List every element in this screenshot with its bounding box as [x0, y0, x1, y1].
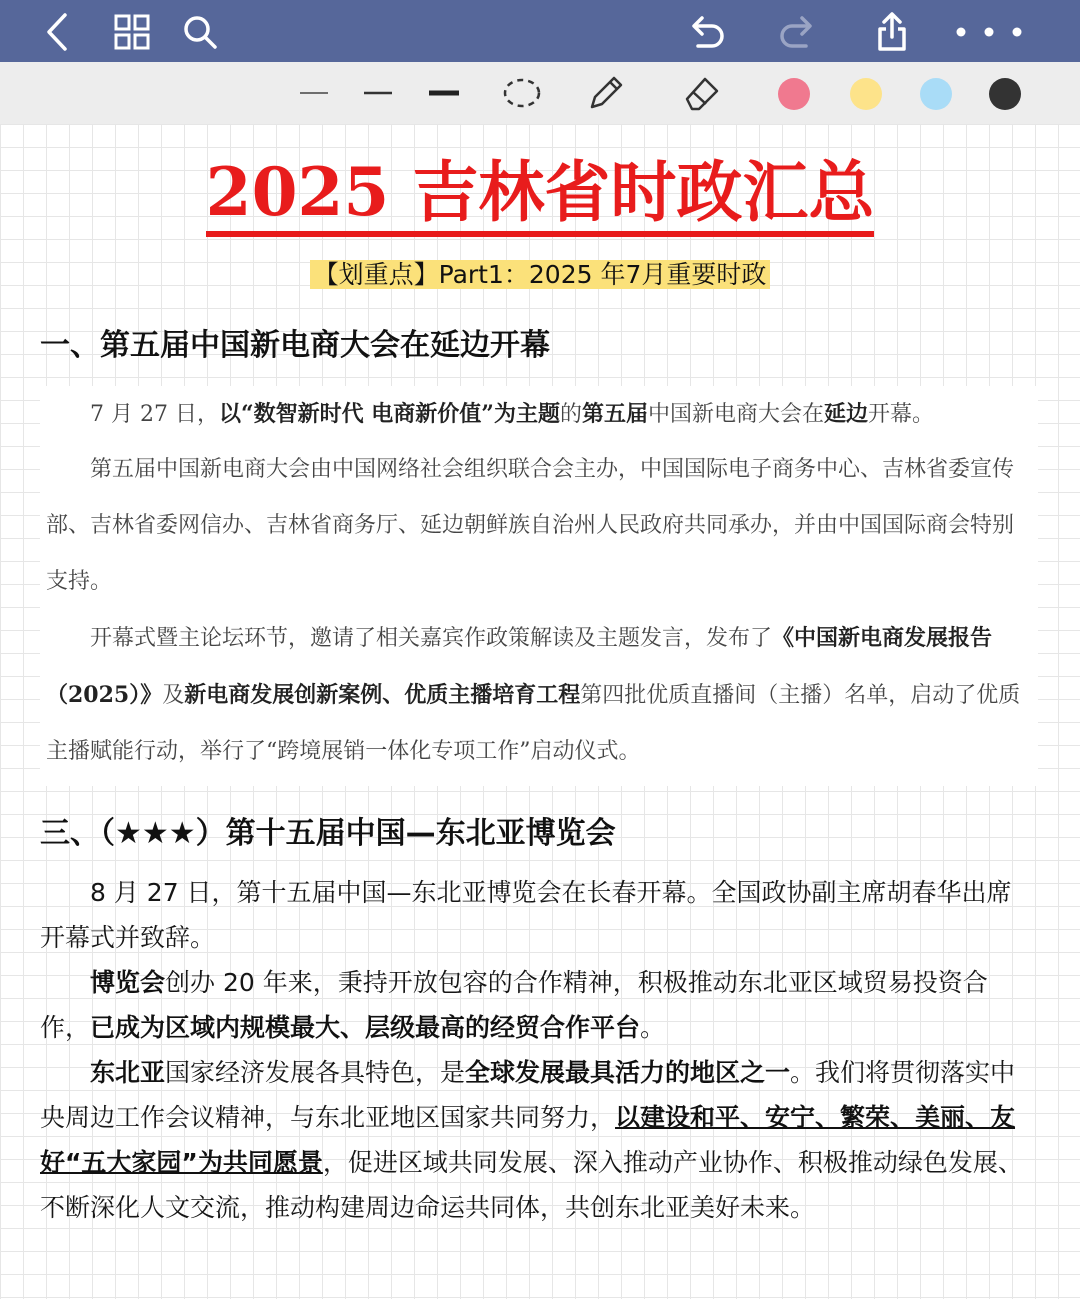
more-icon[interactable]	[948, 6, 1028, 58]
search-icon[interactable]	[174, 6, 226, 58]
pen-thin-icon[interactable]	[292, 73, 336, 113]
excerpt-paragraph-1: 7 月 27 日，以“数智新时代 电商新价值”为主题的第五届中国新电商大会在延边开幕。	[90, 401, 935, 427]
excerpt-paragraph-3: 开幕式暨主论坛环节，邀请了相关嘉宾作政策解读及主题发言，发布了《中国新电商发展报告（2025）》及新电商发展创新案例、优质主播培育工程第四批优质直播间（主播）名单，启动了优质主播赋能行动，举行了“跨境展销一体化专项工作”启动仪式。	[46, 625, 1021, 764]
color-blue-swatch[interactable]	[920, 78, 952, 110]
color-black-swatch[interactable]	[989, 78, 1021, 110]
pasted-excerpt-image[interactable]	[40, 386, 1038, 786]
share-icon[interactable]	[866, 6, 918, 58]
pencil-icon[interactable]	[584, 73, 628, 113]
lasso-icon[interactable]	[500, 73, 544, 113]
section-3-paragraph-3: 东北亚国家经济发展各具特色，是全球发展最具活力的地区之一。我们将贯彻落实中央周边工作会议精神，与东北亚地区国家共同努力，以建设和平、安宁、繁荣、美丽、友好“五大家园”为共同愿景，促进区域共同发展、深入推动产业协作、积极推动绿色发展、不断深化人文交流，推动构建周边命运共同体，共创东北亚美好未来。	[40, 1058, 1023, 1222]
section-3-heading: 三、（★★★）第十五届中国—东北亚博览会	[40, 816, 616, 851]
color-pink-swatch[interactable]	[778, 78, 810, 110]
color-yellow-swatch[interactable]	[850, 78, 882, 110]
eraser-icon[interactable]	[678, 73, 722, 113]
redo-icon[interactable]	[772, 6, 824, 58]
undo-icon[interactable]	[680, 6, 732, 58]
back-icon[interactable]	[32, 6, 84, 58]
drawing-toolbar	[0, 62, 1080, 124]
highlight-tag-text: 【划重点】Part1：2025 年7月重要时政	[310, 260, 771, 289]
top-navigation-bar	[0, 0, 1080, 62]
grid-icon[interactable]	[106, 6, 158, 58]
highlight-tag	[0, 256, 1080, 294]
excerpt-paragraph-2: 第五届中国新电商大会由中国网络社会组织联合会主办，中国国际电子商务中心、吉林省委宣传部、吉林省委网信办、吉林省商务厅、延边朝鲜族自治州人民政府共同承办，并由中国国际商会特别支持。	[46, 457, 1015, 594]
note-page[interactable]	[0, 124, 1080, 1299]
pen-medium-icon[interactable]	[356, 73, 400, 113]
section-1-heading: 一、第五届中国新电商大会在延边开幕	[40, 328, 550, 363]
pen-thick-icon[interactable]	[422, 73, 466, 113]
document-title: 2025 吉林省时政汇总	[0, 152, 1080, 232]
section-3-paragraph-1: 8 月 27 日，第十五届中国—东北亚博览会在长春开幕。全国政协副主席胡春华出席开幕式并致辞。	[40, 878, 1012, 952]
section-3-paragraph-2: 博览会创办 20 年来，秉持开放包容的合作精神，积极推动东北亚区域贸易投资合作，已成为区域内规模最大、层级最高的经贸合作平台。	[40, 968, 988, 1042]
